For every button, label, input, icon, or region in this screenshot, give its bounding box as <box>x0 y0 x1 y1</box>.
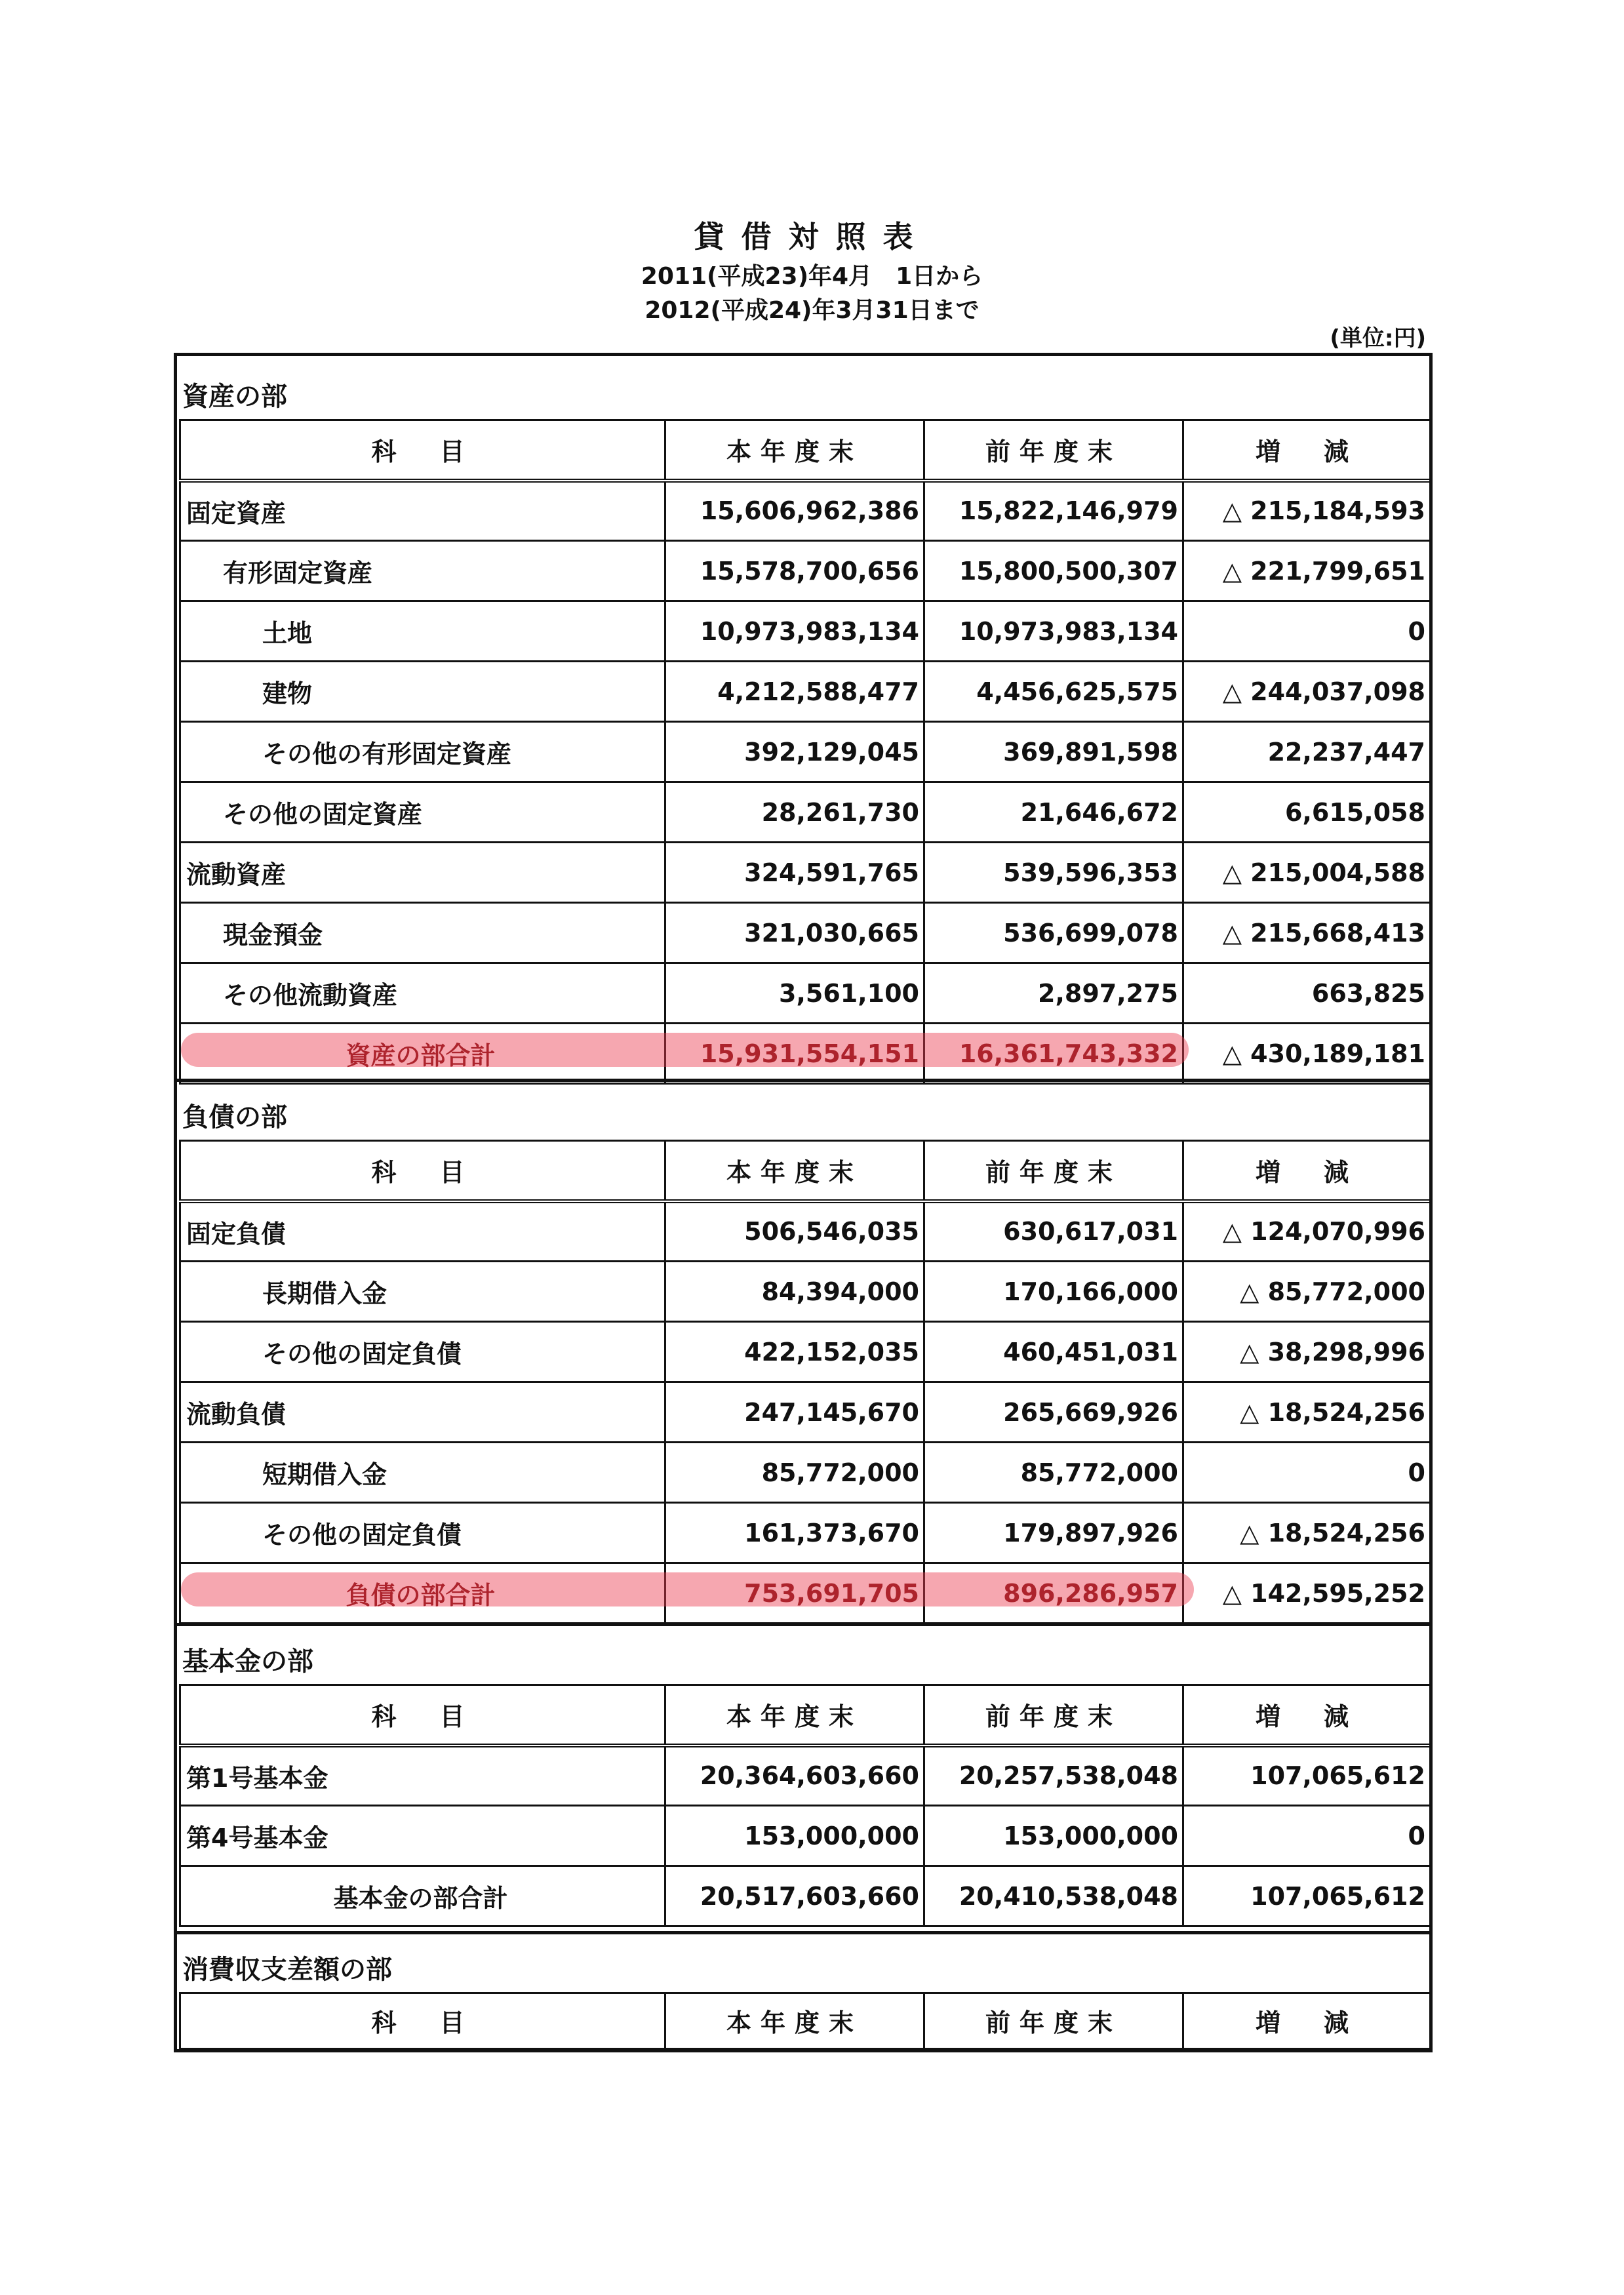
table-row <box>180 1503 1431 1563</box>
total-label: 資産の部合計 <box>180 1024 665 1084</box>
table-row <box>180 1322 1431 1382</box>
row-current: 15,578,700,656 <box>665 541 924 601</box>
row-current: 84,394,000 <box>665 1262 924 1322</box>
row-change: △ 18,524,256 <box>1183 1503 1431 1563</box>
row-current: 321,030,665 <box>665 903 924 963</box>
row-change: △ 215,004,588 <box>1183 843 1431 903</box>
row-previous: 539,596,353 <box>924 843 1183 903</box>
row-change: 0 <box>1183 601 1431 662</box>
row-change: 107,065,612 <box>1183 1746 1431 1806</box>
row-previous: 460,451,031 <box>924 1322 1183 1382</box>
row-current: 153,000,000 <box>665 1806 924 1866</box>
balance-section <box>174 1931 1433 2052</box>
row-change: 663,825 <box>1183 963 1431 1024</box>
assets-table <box>179 419 1431 1085</box>
row-label: その他流動資産 <box>180 963 665 1024</box>
row-previous: 630,617,031 <box>924 1201 1183 1262</box>
total-row <box>180 1024 1431 1084</box>
header-previous: 前年度末 <box>924 1685 1183 1746</box>
header-subject: 科 目 <box>180 1685 665 1746</box>
fund-table <box>179 1684 1431 1927</box>
row-label: 流動負債 <box>180 1382 665 1443</box>
row-change: △ 85,772,000 <box>1183 1262 1431 1322</box>
row-label: 第4号基本金 <box>180 1806 665 1866</box>
header-subject: 科 目 <box>180 420 665 481</box>
header-current: 本年度末 <box>665 1993 924 2050</box>
header-previous: 前年度末 <box>924 420 1183 481</box>
table-row <box>180 1806 1431 1866</box>
total-previous: 896,286,957 <box>924 1563 1183 1624</box>
total-row <box>180 1866 1431 1926</box>
section-title-assets: 資産の部 <box>182 382 287 412</box>
total-current: 753,691,705 <box>665 1563 924 1624</box>
table-row <box>180 963 1431 1024</box>
row-label: その他の固定資産 <box>180 782 665 843</box>
liabilities-section <box>174 1079 1433 1626</box>
table-row <box>180 1382 1431 1443</box>
row-previous: 4,456,625,575 <box>924 662 1183 722</box>
table-row <box>180 1201 1431 1262</box>
table-row <box>180 481 1431 541</box>
row-current: 10,973,983,134 <box>665 601 924 662</box>
row-current: 3,561,100 <box>665 963 924 1024</box>
row-current: 85,772,000 <box>665 1443 924 1503</box>
row-previous: 536,699,078 <box>924 903 1183 963</box>
row-change: △ 38,298,996 <box>1183 1322 1431 1382</box>
row-previous: 170,166,000 <box>924 1262 1183 1322</box>
row-current: 28,261,730 <box>665 782 924 843</box>
total-change: 107,065,612 <box>1183 1866 1431 1926</box>
row-current: 4,212,588,477 <box>665 662 924 722</box>
row-previous: 21,646,672 <box>924 782 1183 843</box>
fund-section <box>174 1623 1433 1934</box>
liabilities-table <box>179 1140 1431 1624</box>
header-current: 本年度末 <box>665 420 924 481</box>
section-title-liabilities: 負債の部 <box>182 1102 287 1132</box>
table-row <box>180 782 1431 843</box>
table-header <box>180 1685 1431 1746</box>
section-title-fund: 基本金の部 <box>182 1646 313 1677</box>
balance-table <box>179 1992 1431 2052</box>
header-previous: 前年度末 <box>924 1993 1183 2050</box>
row-previous: 179,897,926 <box>924 1503 1183 1563</box>
total-current: 20,517,603,660 <box>665 1866 924 1926</box>
table-row <box>180 1746 1431 1806</box>
row-change: 6,615,058 <box>1183 782 1431 843</box>
row-previous: 369,891,598 <box>924 722 1183 782</box>
row-current: 20,364,603,660 <box>665 1746 924 1806</box>
table-row <box>180 1443 1431 1503</box>
table-row <box>180 541 1431 601</box>
row-label: 現金預金 <box>180 903 665 963</box>
header-change: 増 減 <box>1183 420 1431 481</box>
row-change: 0 <box>1183 1443 1431 1503</box>
row-change: △ 215,184,593 <box>1183 481 1431 541</box>
total-previous: 20,410,538,048 <box>924 1866 1183 1926</box>
table-row <box>180 722 1431 782</box>
header-current: 本年度末 <box>665 1685 924 1746</box>
row-current: 506,546,035 <box>665 1201 924 1262</box>
row-label: その他の有形固定資産 <box>180 722 665 782</box>
assets-section <box>174 353 1433 1082</box>
row-change: △ 215,668,413 <box>1183 903 1431 963</box>
table-row <box>180 662 1431 722</box>
total-change: △ 142,595,252 <box>1183 1563 1431 1624</box>
total-change: △ 430,189,181 <box>1183 1024 1431 1084</box>
row-previous: 10,973,983,134 <box>924 601 1183 662</box>
unit-label: (単位:円) <box>1330 325 1426 351</box>
table-row <box>180 903 1431 963</box>
header-previous: 前年度末 <box>924 1141 1183 1201</box>
row-current: 422,152,035 <box>665 1322 924 1382</box>
row-change: △ 124,070,996 <box>1183 1201 1431 1262</box>
period-from: 2011(平成23)年4月 1日から <box>641 263 983 290</box>
row-previous: 85,772,000 <box>924 1443 1183 1503</box>
header-change: 増 減 <box>1183 1685 1431 1746</box>
row-label: 流動資産 <box>180 843 665 903</box>
table-header <box>180 1993 1431 2050</box>
header-subject: 科 目 <box>180 1141 665 1201</box>
table-row <box>180 843 1431 903</box>
row-previous: 265,669,926 <box>924 1382 1183 1443</box>
row-label: その他の固定負債 <box>180 1503 665 1563</box>
row-change: 22,237,447 <box>1183 722 1431 782</box>
total-current: 15,931,554,151 <box>665 1024 924 1084</box>
header-change: 増 減 <box>1183 1993 1431 2050</box>
total-row <box>180 1563 1431 1624</box>
total-label: 基本金の部合計 <box>180 1866 665 1926</box>
row-label: その他の固定負債 <box>180 1322 665 1382</box>
row-previous: 15,800,500,307 <box>924 541 1183 601</box>
table-header <box>180 420 1431 481</box>
total-previous: 16,361,743,332 <box>924 1024 1183 1084</box>
row-current: 15,606,962,386 <box>665 481 924 541</box>
row-change: 0 <box>1183 1806 1431 1866</box>
header-change: 増 減 <box>1183 1141 1431 1201</box>
row-label: 建物 <box>180 662 665 722</box>
period-to: 2012(平成24)年3月31日まで <box>644 297 980 324</box>
row-previous: 153,000,000 <box>924 1806 1183 1866</box>
table-header <box>180 1141 1431 1201</box>
header-current: 本年度末 <box>665 1141 924 1201</box>
row-label: 固定負債 <box>180 1201 665 1262</box>
row-current: 161,373,670 <box>665 1503 924 1563</box>
row-previous: 20,257,538,048 <box>924 1746 1183 1806</box>
table-row <box>180 1262 1431 1322</box>
row-label: 固定資産 <box>180 481 665 541</box>
row-label: 有形固定資産 <box>180 541 665 601</box>
row-previous: 15,822,146,979 <box>924 481 1183 541</box>
row-label: 第1号基本金 <box>180 1746 665 1806</box>
row-current: 324,591,765 <box>665 843 924 903</box>
header-subject: 科 目 <box>180 1993 665 2050</box>
row-label: 土地 <box>180 601 665 662</box>
table-row <box>180 601 1431 662</box>
total-label: 負債の部合計 <box>180 1563 665 1624</box>
row-label: 長期借入金 <box>180 1262 665 1322</box>
row-current: 247,145,670 <box>665 1382 924 1443</box>
row-change: △ 18,524,256 <box>1183 1382 1431 1443</box>
row-current: 392,129,045 <box>665 722 924 782</box>
row-previous: 2,897,275 <box>924 963 1183 1024</box>
row-change: △ 244,037,098 <box>1183 662 1431 722</box>
row-label: 短期借入金 <box>180 1443 665 1503</box>
document-title: 貸借対照表 <box>694 219 930 254</box>
row-change: △ 221,799,651 <box>1183 541 1431 601</box>
section-title-balance: 消費収支差額の部 <box>182 1955 392 1985</box>
